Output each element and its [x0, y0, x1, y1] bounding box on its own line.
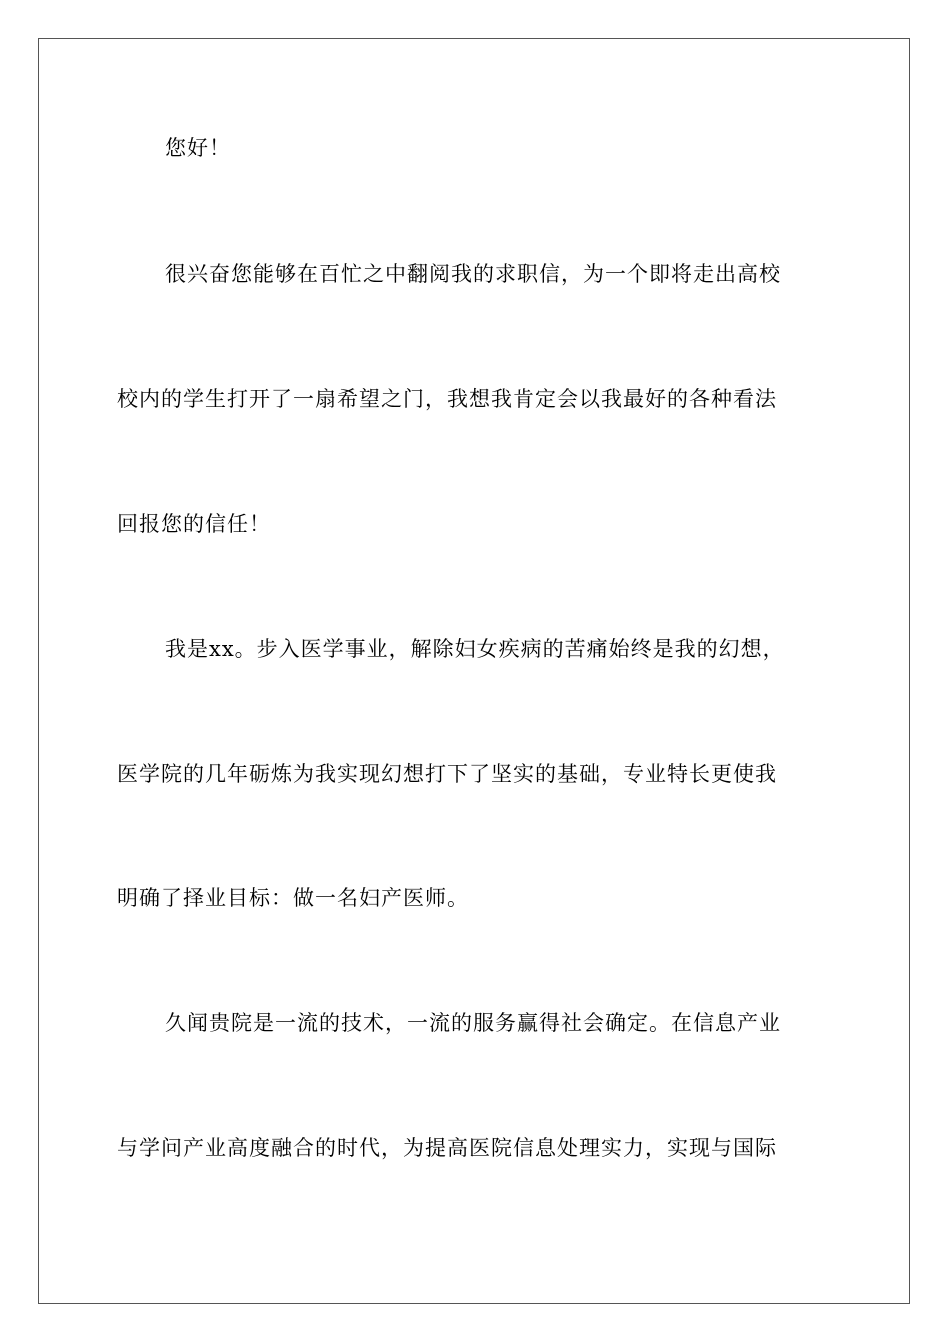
paragraph-1-line-2: 校内的学生打开了一扇希望之门，我想我肯定会以我最好的各种看法 [117, 387, 777, 411]
paragraph-2-line-1: 我是xx。步入医学事业，解除妇女疾病的苦痛始终是我的幻想， [165, 637, 785, 661]
paragraph-2-line-2: 医学院的几年砺炼为我实现幻想打下了坚实的基础，专业特长更使我 [117, 762, 777, 786]
paragraph-1-line-3: 回报您的信任！ [117, 512, 271, 536]
greeting-line: 您好！ [165, 136, 231, 160]
paragraph-2-line-3: 明确了择业目标：做一名妇产医师。 [117, 886, 469, 910]
page-frame [38, 38, 910, 1304]
paragraph-3-line-1: 久闻贵院是一流的技术，一流的服务赢得社会确定。在信息产业 [165, 1011, 781, 1035]
paragraph-1-line-1: 很兴奋您能够在百忙之中翻阅我的求职信，为一个即将走出高校 [165, 262, 781, 286]
paragraph-3-line-2: 与学问产业高度融合的时代，为提高医院信息处理实力，实现与国际 [117, 1136, 777, 1160]
